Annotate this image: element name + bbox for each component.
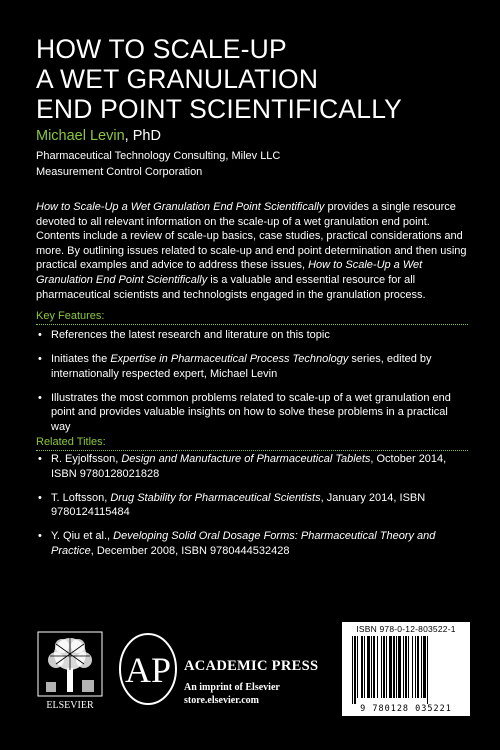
imprint-text: [184, 681, 318, 707]
related-title-item: [36, 452, 468, 481]
title-line-3: END POINT SCIENTIFICALLY: [36, 94, 403, 124]
key-feature-text: Initiates the: [51, 353, 111, 366]
related-author: R. Eyjolfsson,: [51, 453, 122, 465]
desc-text-2: is a valuable and essential resource for all pharmaceutical scientists and technologists engaged in the granulation process.: [36, 273, 426, 301]
key-feature-item: [36, 328, 468, 343]
related-title-item: [36, 491, 468, 520]
barcode-bar: [405, 636, 407, 698]
book-title: [36, 34, 476, 124]
academic-press-text: [184, 658, 318, 707]
barcode-bar: [377, 636, 378, 698]
affiliation-1: Pharmaceutical Technology Consulting, Milev LLC: [36, 150, 281, 162]
author-line: [36, 128, 161, 144]
barcode-bar: [383, 636, 385, 698]
academic-press-name: ACADEMIC PRESS: [184, 658, 319, 674]
barcode-bar: [364, 636, 365, 698]
barcode-bar: [371, 636, 372, 698]
store-url: store.elsevier.com: [184, 695, 259, 706]
imprint-line: An imprint of Elsevier: [184, 682, 280, 693]
related-titles-heading: Related Titles:: [36, 436, 106, 448]
barcode-bar: [389, 636, 392, 698]
related-title-item: [36, 529, 468, 558]
related-author: Y. Qiu et al.,: [51, 530, 114, 543]
desc-text-1: provides a single resource devoted to all relevant information on the scale-up of a wet granulation end point. Contents include a review of scale-up basics, case studies, practical considerations and more. By outlining issues related to scale-up and end point determination and then using practical examples and advice to address these issues,: [36, 201, 467, 272]
barcode-bar: [381, 636, 382, 698]
elsevier-logo: [36, 630, 104, 714]
author-name: Michael Levin: [36, 128, 125, 144]
barcode-bar: [427, 636, 428, 704]
related-details: , October 2014, ISBN 9780128021828: [51, 453, 447, 480]
barcode-bar: [403, 636, 404, 698]
barcode-bar: [352, 636, 353, 704]
barcode-number: 9 780128 035221: [360, 704, 452, 714]
series-title: Expertise in Pharmaceutical Process Technology: [110, 353, 349, 366]
barcode-bar: [393, 636, 395, 698]
barcode-icon: [350, 636, 462, 704]
key-features-list: [36, 328, 468, 444]
barcode-bar: [415, 636, 416, 698]
desc-title-italic-1: How to Scale-Up a Wet Granulation End Point Scientifically: [36, 201, 325, 213]
barcode-bar: [408, 636, 409, 698]
barcode-bar: [373, 636, 375, 698]
author-degree: , PhD: [124, 128, 161, 144]
title-line-2: A WET GRANULATION: [36, 64, 319, 94]
barcode-bar: [354, 636, 356, 704]
barcode-bar: [398, 636, 401, 698]
barcode-bar: [417, 636, 419, 698]
barcode-bar: [396, 636, 397, 698]
related-author: T. Loftsson,: [51, 491, 111, 504]
barcode-bar: [357, 636, 358, 698]
book-description: [36, 200, 468, 302]
barcode-bar: [412, 636, 413, 698]
barcode-bar: [421, 636, 422, 698]
related-book-title: Design and Manufacture of Pharmaceutical Tablets: [121, 453, 371, 465]
barcode-bar: [367, 636, 370, 698]
key-feature-text: References the latest research and literature on this topic: [51, 329, 330, 341]
desc-title-italic-2: How to Scale-Up a Wet Granulation End Point Scientifically: [36, 259, 423, 286]
related-book-title: Developing Solid Oral Dosage Forms: Pharmaceutical Theory and Practice: [51, 530, 436, 557]
key-features-divider: [36, 324, 468, 325]
affiliation-2: Measurement Control Corporation: [36, 166, 203, 178]
ap-monogram: AP: [124, 650, 172, 690]
key-feature-text: Illustrates the most common problems related to scale-up of a wet granulation end point and provides valuable insights on how to solve these problems in a practical way: [51, 391, 451, 433]
related-book-title: Drug Stability for Pharmaceutical Scientists: [110, 491, 321, 504]
author-affiliations: [36, 148, 280, 180]
related-details: , December 2008, ISBN 9780444532428: [90, 544, 290, 557]
barcode-bar: [361, 636, 363, 698]
elsevier-label: ELSEVIER: [46, 700, 94, 711]
key-feature-item: [36, 352, 468, 381]
key-feature-item: [36, 391, 468, 435]
isbn-barcode: [342, 622, 470, 716]
related-details: , January 2014, ISBN 9780124115484: [51, 491, 426, 519]
related-titles-list: [36, 452, 468, 568]
isbn-label: ISBN 978-0-12-803522-1: [356, 624, 456, 634]
key-features-heading: Key Features:: [36, 310, 105, 322]
key-feature-text: series, edited by internationally respected expert, Michael Levin: [51, 353, 432, 380]
academic-press-logo-icon: [118, 632, 178, 706]
barcode-bar: [386, 636, 387, 698]
related-titles-divider: [36, 450, 468, 451]
title-line-1: HOW TO SCALE-UP: [36, 34, 287, 64]
barcode-bar: [423, 636, 426, 698]
